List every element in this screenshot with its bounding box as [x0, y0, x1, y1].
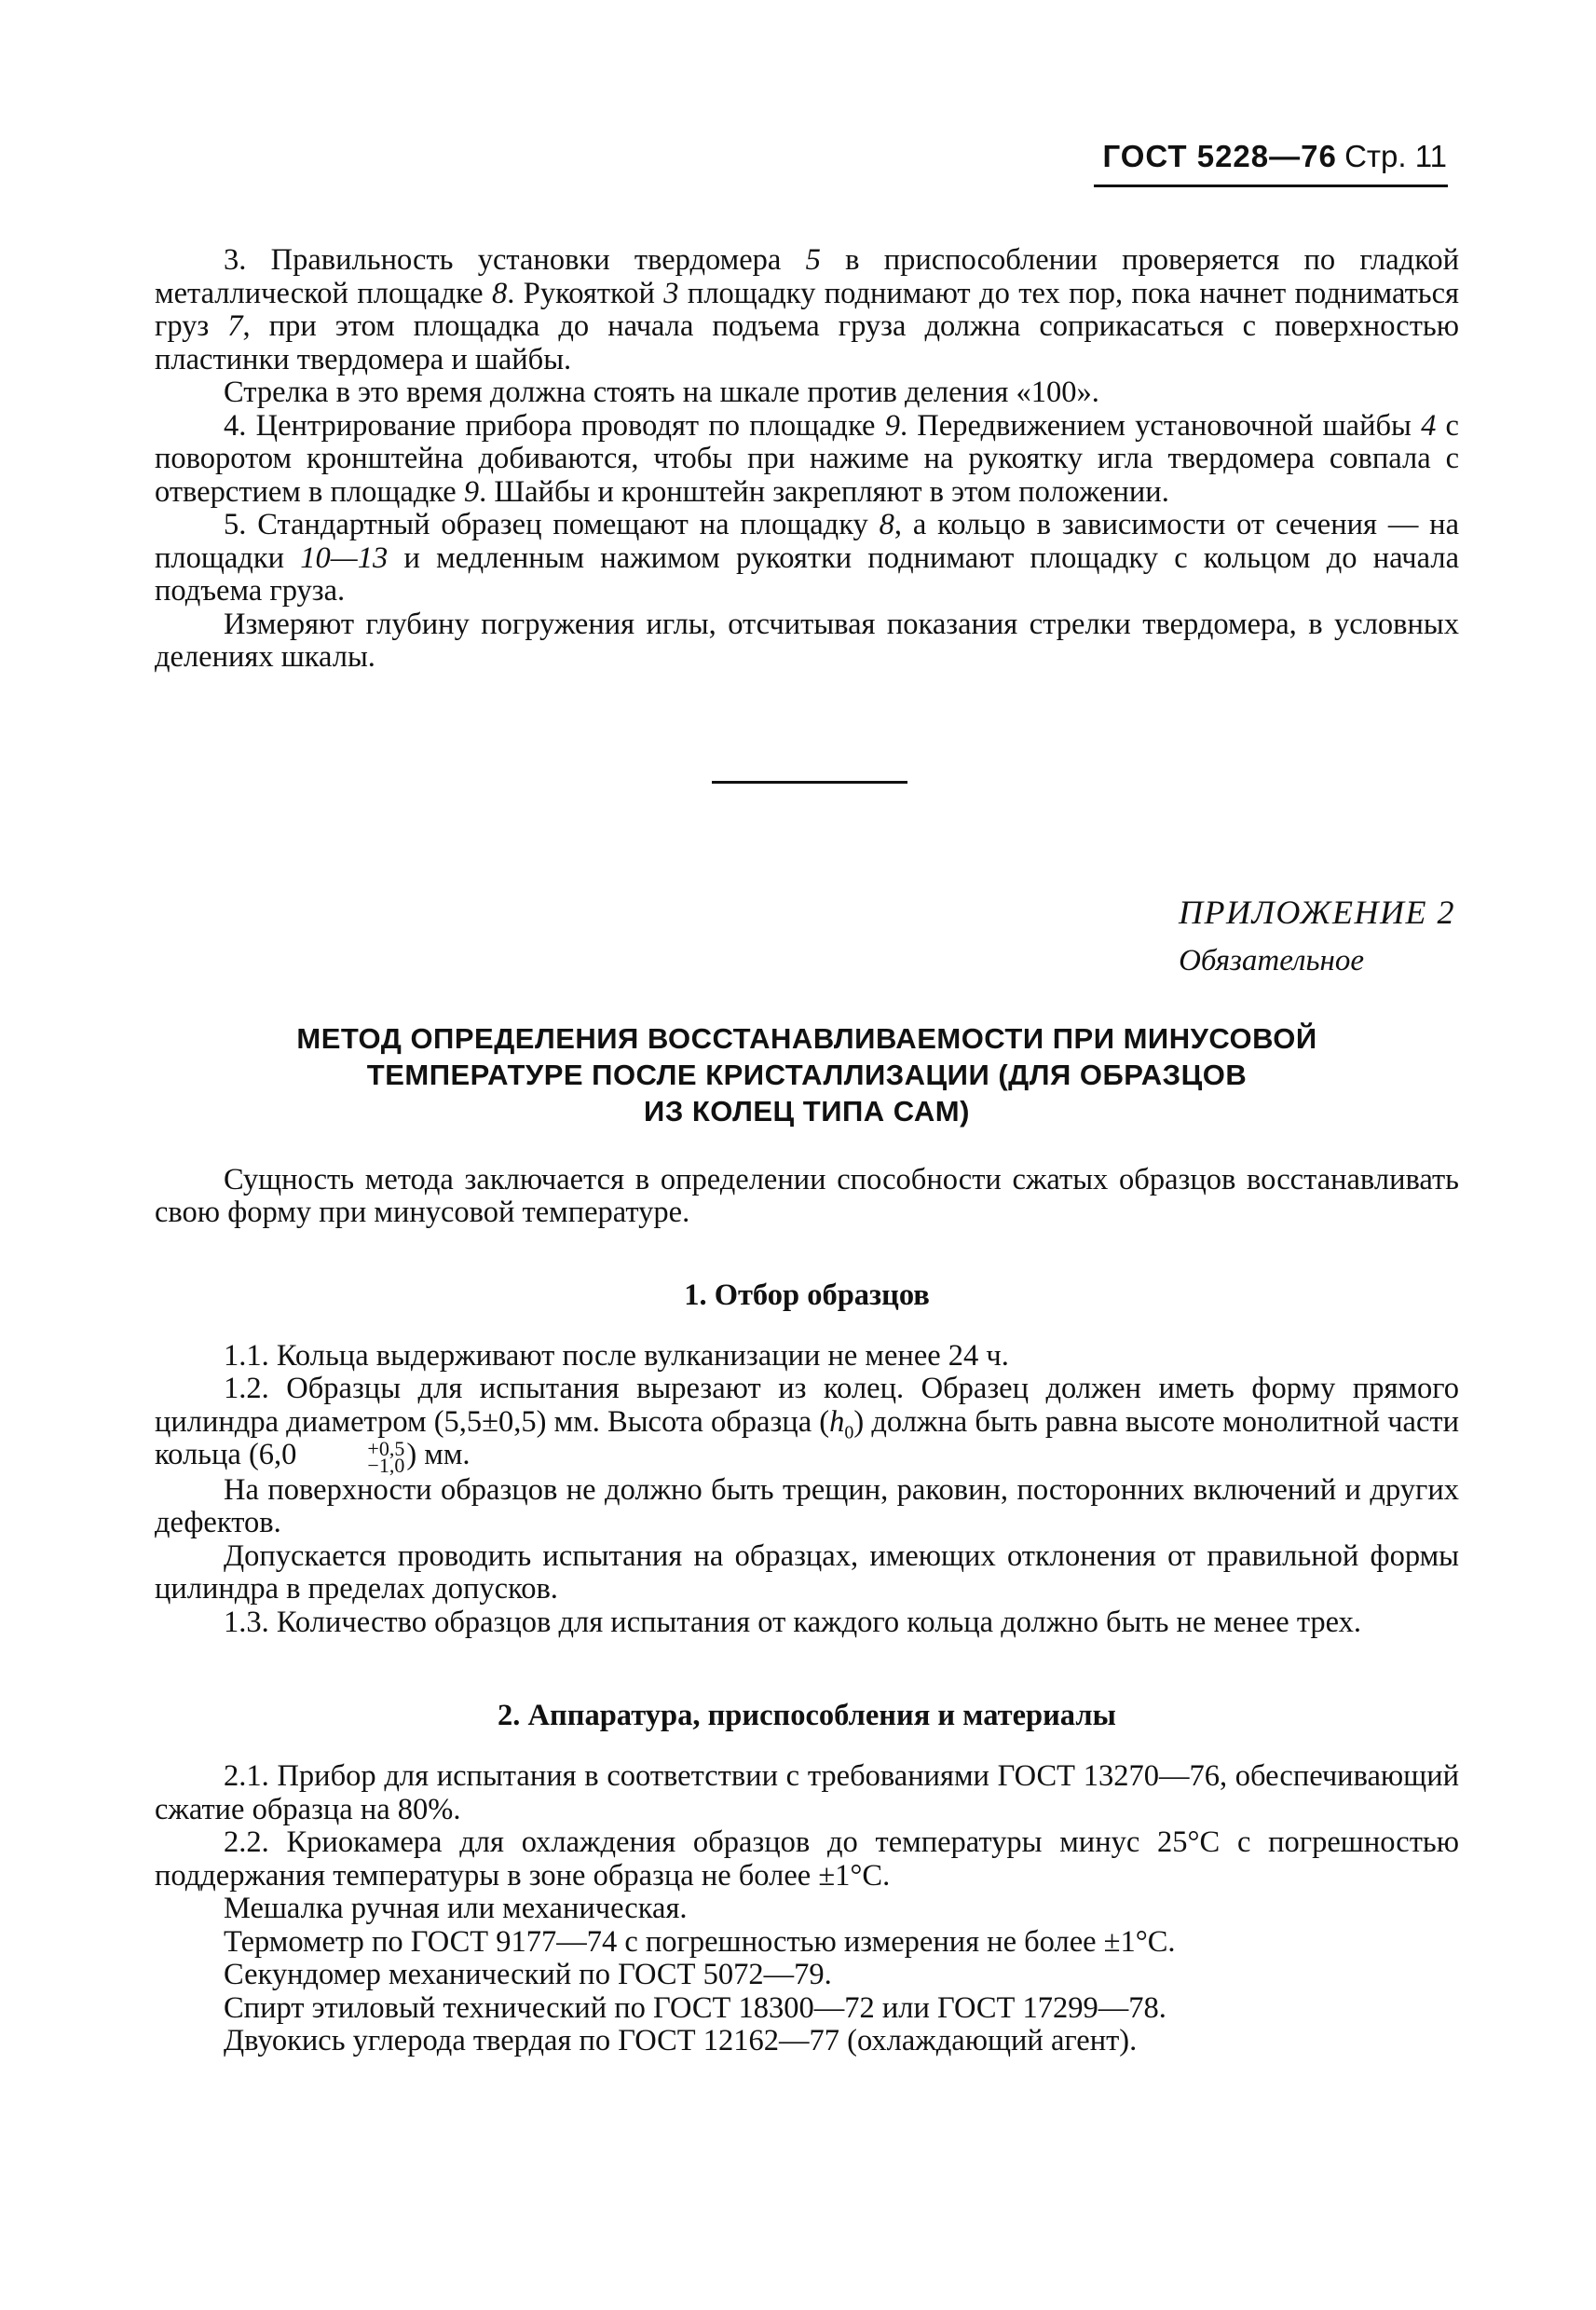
- appendix-label: ПРИЛОЖЕНИЕ 2: [1179, 893, 1455, 931]
- paragraph-3: 3. Правильность установки твердомера 5 в приспособлении проверяется по гладкой металлической площадке 8. Рукояткой 3 площадку поднимают до тех пор, пока начнет подниматься груз 7, при этом площадка до начала подъема груза должна соприкасаться с поверхностью пластинки твердомера и шайбы.: [155, 243, 1460, 376]
- paragraph-2-1: 2.1. Прибор для испытания в соответствии с требованиями ГОСТ 13270—76, обеспечивающий сжатие образца на 80%.: [155, 1759, 1459, 1826]
- paragraph-2-2: 2.2. Криокамера для охлаждения образцов до температуры минус 25°С с погрешностью поддержания температуры в зоне образца не более ±1°С.: [155, 1825, 1459, 1893]
- appendix-label-block: [155, 888, 1459, 985]
- paragraph-spirit: Спирт этиловый технический по ГОСТ 18300—72 или ГОСТ 17299—78.: [224, 1990, 1166, 2025]
- method-intro: Сущность метода заключается в определении способности сжатых образцов восстанавливать свою форму при минусовой температуре.: [155, 1162, 1459, 1229]
- paragraph-1-2: 1.2. Образцы для испытания вырезают из колец. Образец должен иметь форму прямого цилиндра диаметром (5,5±0,5) мм. Высота образца $(h_0)$ должна быть равна высоте монолитной части кольца (6,0 +0,5 −1,0 ) мм.: [155, 1372, 1459, 1477]
- paragraph-co2: Двуокись углерода твердая по ГОСТ 12162—77 (охлаждающий агент).: [224, 2024, 1138, 2058]
- appendix-title-line: ИЗ КОЛЕЦ ТИПА САМ): [644, 1094, 970, 1128]
- document-id: ГОСТ 5228—76: [1102, 139, 1337, 173]
- section-2-heading: 2. Аппаратура, приспособления и материалы: [498, 1699, 1116, 1733]
- header-rule: [1094, 185, 1448, 187]
- page-header: [1102, 138, 1447, 176]
- paragraph-1-3: 1.3. Количество образцов для испытания от каждого кольца должно быть не менее трех.: [224, 1605, 1362, 1639]
- page-number: Стр. 11: [1344, 139, 1447, 173]
- appendix-title: [155, 1020, 1459, 1129]
- paragraph-5: 5. Стандартный образец помещают на площадку 8, а кольцо в зависимости от сечения — на площадки 10—13 и медленным нажимом рукоятки поднимают площадку с кольцом до начала подъема груза.: [155, 508, 1459, 608]
- appendix-status: Обязательное: [1179, 943, 1364, 977]
- paragraph-1-1: 1.1. Кольца выдерживают после вулканизации не менее 24 ч.: [224, 1338, 1009, 1373]
- appendix-title-line: ТЕМПЕРАТУРЕ ПОСЛЕ КРИСТАЛЛИЗАЦИИ (ДЛЯ ОБРАЗЦОВ: [366, 1058, 1248, 1091]
- paragraph-measure: Измеряют глубину погружения иглы, отсчитывая показания стрелки твердомера, в условных делениях шкалы.: [155, 607, 1459, 674]
- section-1-heading: 1. Отбор образцов: [684, 1278, 930, 1312]
- paragraph-arrow: Стрелка в это время должна стоять на шкале против деления «100».: [224, 376, 1099, 409]
- paragraph-stopwatch: Секундомер механический по ГОСТ 5072—79.: [224, 1958, 832, 1992]
- paragraph-mixer: Мешалка ручная или механическая.: [224, 1892, 688, 1926]
- appendix-title-line: МЕТОД ОПРЕДЕЛЕНИЯ ВОССТАНАВЛИВАЕМОСТИ ПРИ МИНУСОВОЙ: [296, 1021, 1317, 1055]
- paragraph-allowed: Допускается проводить испытания на образцах, имеющих отклонения от правильной формы цилиндра в пределах допусков.: [155, 1538, 1459, 1606]
- paragraph-4: 4. Центрирование прибора проводят по площадке 9. Передвижением установочной шайбы 4 с поворотом кронштейна добиваются, чтобы при нажиме на рукоятку игла твердомера совпала с отверстием в площадке 9. Шайбы и кронштейн закрепляют в этом положении.: [155, 408, 1459, 509]
- paragraph-surface: На поверхности образцов не должно быть трещин, раковин, посторонних включений и других дефектов.: [155, 1472, 1459, 1540]
- page-body: [155, 244, 1459, 2058]
- section-separator: [712, 781, 907, 784]
- paragraph-thermometer: Термометр по ГОСТ 9177—74 с погрешностью измерения не более ±1°С.: [224, 1924, 1176, 1959]
- tolerance: +0,5 −1,0: [367, 1436, 405, 1477]
